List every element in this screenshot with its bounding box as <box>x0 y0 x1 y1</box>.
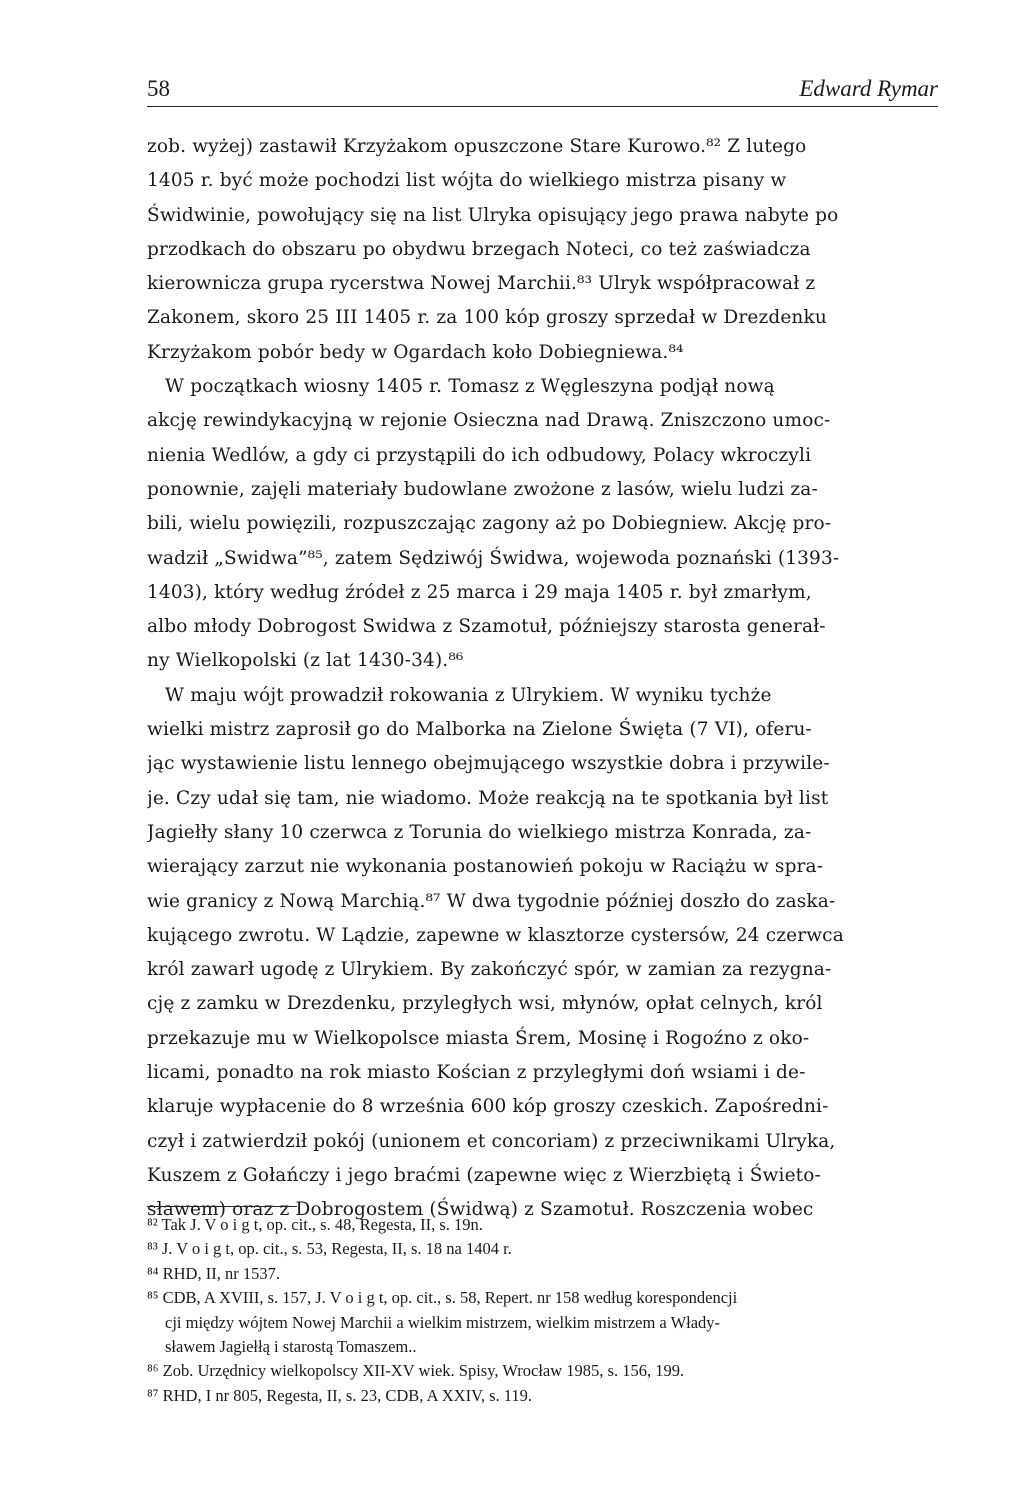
text-line: wielki mistrz zaprosił go do Malborka na Zielone Święta (7 VI), oferu- <box>147 719 812 741</box>
text-line: sławem) oraz z Dobrogostem (Świdwą) z Szamotuł. Roszczenia wobec <box>147 1199 814 1221</box>
text-line: 1405 r. być może pochodzi list wójta do wielkiego mistrza pisany w <box>147 170 787 192</box>
page-number: 58 <box>147 76 170 101</box>
text-line: bili, wielu powięzili, rozpuszczając zagony aż po Dobiegniew. Akcję pro- <box>147 513 832 535</box>
text-line: licami, ponadto na rok miasto Kościan z przyległymi doń wsiami i de- <box>147 1062 806 1084</box>
text-line: ny Wielkopolski (z lat 1430-34).⁸⁶ <box>147 650 464 672</box>
text-line: wierający zarzut nie wykonania postanowień pokoju w Raciążu w spra- <box>147 856 824 878</box>
text-line: czył i zatwierdził pokój (unionem et concoriam) z przeciwnikami Ulryka, <box>147 1130 836 1152</box>
text-line: wadził „Swidwa”⁸⁵, zatem Sędziwój Świdwa, wojewoda poznański (1393- <box>147 547 840 569</box>
text-line: Jagiełły słany 10 czerwca z Torunia do wielkiego mistrza Konrada, za- <box>147 821 812 843</box>
page-header <box>147 72 938 107</box>
text-line: klaruje wypłacenie do 8 września 600 kóp groszy czeskich. Zapośredni- <box>147 1096 829 1118</box>
text-line: król zawarł ugodę z Ulrykiem. By zakończyć spór, w zamian za rezygna- <box>147 959 832 981</box>
footnote: ⁸⁷ RHD, I nr 805, Regesta, II, s. 23, CDB, A XXIV, s. 119. <box>147 1385 533 1405</box>
footnote: ⁸³ J. V o i g t, op. cit., s. 53, Regesta, II, s. 18 na 1404 r. <box>147 1239 512 1259</box>
text-line: kującego zwrotu. W Lądzie, zapewne w klasztorze cystersów, 24 czerwca <box>147 924 844 946</box>
text-line: akcję rewindykacyjną w rejonie Osieczna nad Drawą. Zniszczono umoc- <box>147 410 831 432</box>
paragraph-start-line: W początkach wiosny 1405 r. Tomasz z Węgleszyna podjął nową <box>165 376 775 398</box>
footnote: ⁸⁴ RHD, II, nr 1537. <box>147 1263 280 1283</box>
text-line: Krzyżakom pobór bedy w Ogardach koło Dobiegniewa.⁸⁴ <box>147 341 684 363</box>
text-line: albo młody Dobrogost Swidwa z Szamotuł, późniejszy starosta generał- <box>147 616 826 638</box>
text-line: ponownie, zajęli materiały budowlane zwożone z lasów, wielu ludzi za- <box>147 478 818 500</box>
text-line: cję z zamku w Drezdenku, przyległych wsi, młynów, opłat celnych, król <box>147 993 823 1015</box>
paragraph-start-line: W maju wójt prowadził rokowania z Ulrykiem. W wyniku tychże <box>165 684 772 706</box>
text-line: przekazuje mu w Wielkopolsce miasta Śrem, Mosinę i Rogoźno z oko- <box>147 1027 810 1049</box>
footnote-divider <box>147 1206 297 1207</box>
footnote-continuation: sławem Jagiełłą i starostą Tomaszem.. <box>165 1336 417 1356</box>
text-line: Świdwinie, powołujący się na list Ulryka opisujący jego prawa nabyte po <box>147 204 839 226</box>
text-line: je. Czy udał się tam, nie wiadomo. Może reakcją na te spotkania był list <box>147 787 829 809</box>
running-head-author: Edward Rymar <box>799 76 938 101</box>
text-line: 1403), który według źródeł z 25 marca i 29 maja 1405 r. był zmarłym, <box>147 581 812 603</box>
text-line: Kuszem z Gołańczy i jego braćmi (zapewne więc z Wierzbiętą i Świeto- <box>147 1164 821 1186</box>
text-line: nienia Wedlów, a gdy ci przystąpili do ich odbudowy, Polacy wkroczyli <box>147 444 812 466</box>
footnote: ⁸⁶ Zob. Urzędnicy wielkopolscy XII-XV wiek. Spisy, Wrocław 1985, s. 156, 199. <box>147 1361 685 1381</box>
text-line: Zakonem, skoro 25 III 1405 r. za 100 kóp groszy sprzedał w Drezdenku <box>147 307 827 329</box>
footnote-continuation: cji między wójtem Nowej Marchii a wielkim mistrzem, wielkim mistrzem a Włady- <box>165 1312 721 1332</box>
main-text <box>147 130 938 1228</box>
footnotes <box>147 1213 938 1408</box>
text-line: wie granicy z Nową Marchią.⁸⁷ W dwa tygodnie później doszło do zaska- <box>147 890 836 912</box>
footnote: ⁸² Tak J. V o i g t, op. cit., s. 48, Regesta, II, s. 19n. <box>147 1215 483 1234</box>
text-line: przodkach do obszaru po obydwu brzegach Noteci, co też zaświadcza <box>147 238 811 260</box>
text-line: kierownicza grupa rycerstwa Nowej Marchii.⁸³ Ulryk współpracował z <box>147 273 816 295</box>
text-line: jąc wystawienie listu lennego obejmującego wszystkie dobra i przywile- <box>147 753 830 775</box>
footnote: ⁸⁵ CDB, A XVIII, s. 157, J. V o i g t, op. cit., s. 58, Repert. nr 158 według korespondencji <box>147 1288 738 1308</box>
text-line: zob. wyżej) zastawił Krzyżakom opuszczone Stare Kurowo.⁸² Z lutego <box>147 136 807 157</box>
